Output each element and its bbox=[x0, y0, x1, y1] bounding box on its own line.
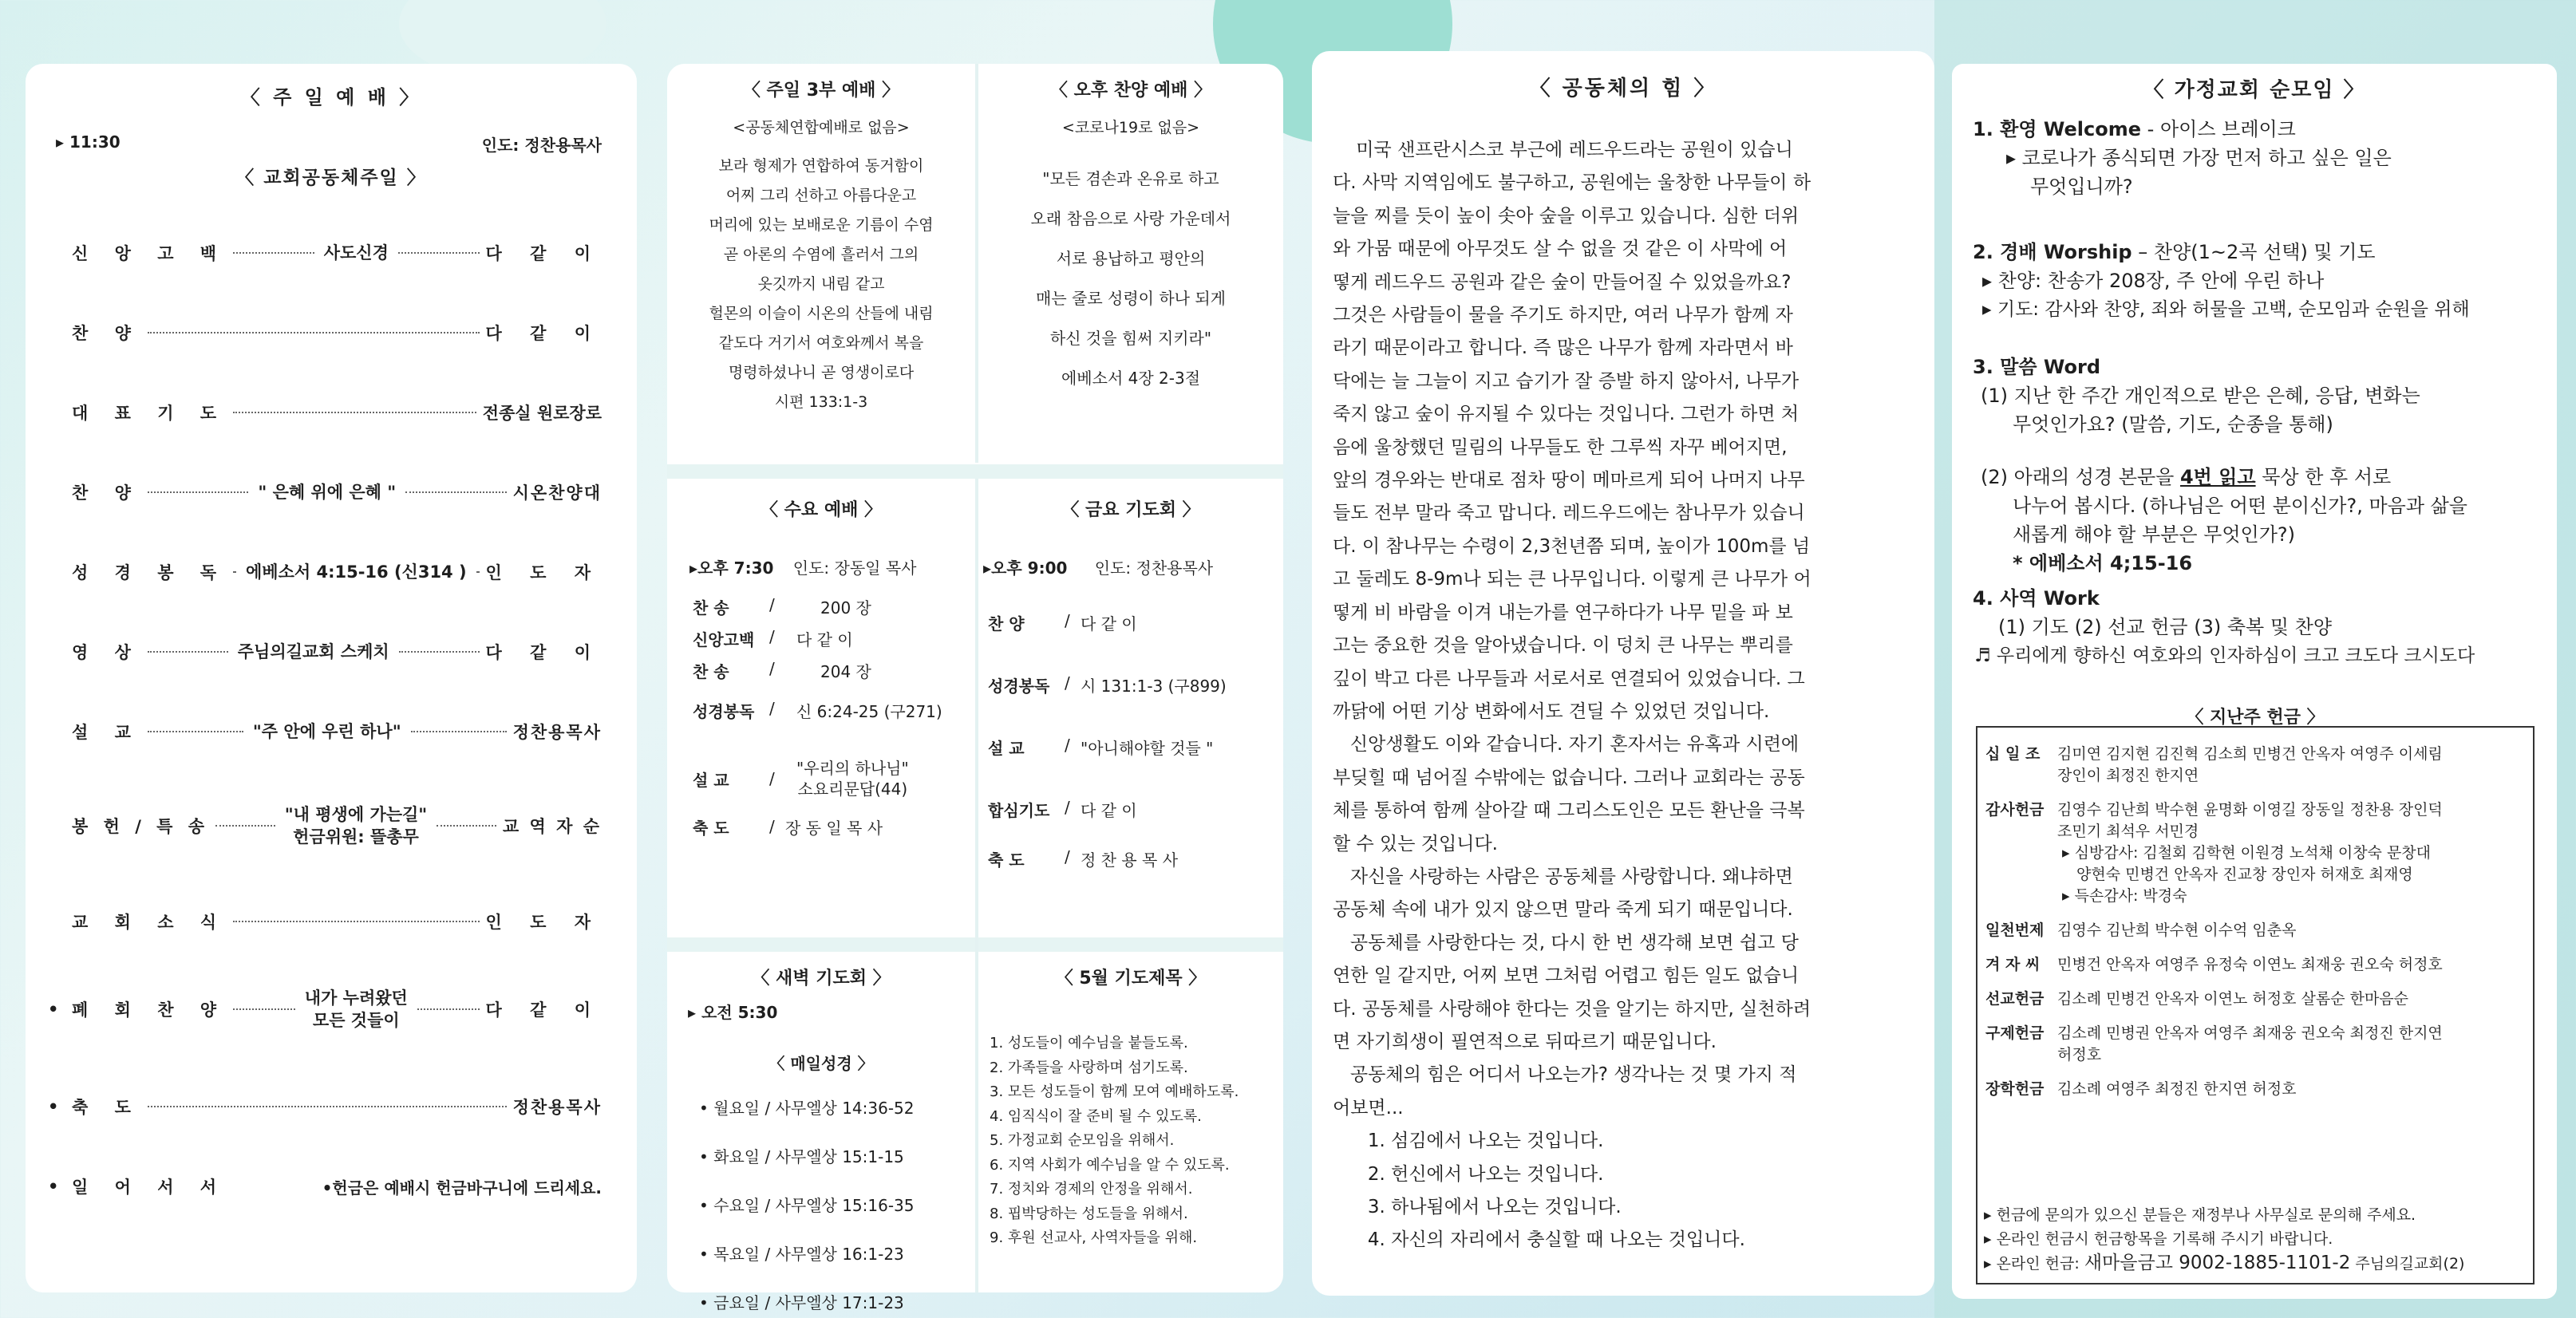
order-row-sermon bbox=[72, 718, 602, 745]
friday-prayer-section: 〈 금요 기도회 〉 ▸오후 9:00 인도: 정찬용목사 찬 양 / 다 같 이 성경봉독 / 시 131:1-3 (구899) 설 교 / "아니해야할 것들 " 합심기도 / 다 같 이 축 도 / 정 찬 용 목 사 bbox=[978, 479, 1283, 937]
offering-category: 십 일 조 bbox=[1985, 745, 2041, 763]
wednesday-time: 오후 7:30 bbox=[697, 558, 774, 578]
divider bbox=[667, 464, 1283, 479]
offering-note-account-label: ▸ 온라인 헌금: bbox=[1984, 1255, 2084, 1273]
daily-reading: 금요일 / 사무엘상 17:1-23 bbox=[713, 1293, 904, 1312]
prayer-item: 1. 성도들이 예수님을 붙들도록. bbox=[990, 1035, 1188, 1052]
order-leader: 정찬용목사 bbox=[512, 1098, 602, 1117]
word-question-2: (2) 아래의 성경 본문을 bbox=[1981, 466, 2180, 488]
order-value: 시 131:1-3 (구899) bbox=[1081, 677, 1227, 696]
essay-line: 2. 헌신에서 나오는 것입니다. bbox=[1333, 1163, 1604, 1185]
order-label: 교 회 소 식 bbox=[72, 913, 227, 932]
prayer-topics-title: 〈 5월 기도제목 〉 bbox=[1055, 969, 1207, 988]
offering-names: ▸ 심방감사: 김철회 김학현 이원경 노석채 이창숙 문창대 bbox=[2062, 844, 2432, 862]
prayer-item: 6. 지역 사회가 예수님을 알 수 있도록. bbox=[990, 1156, 1230, 1174]
section-work-heading: 4. 사역 Work bbox=[1973, 587, 2100, 610]
essay-line: 체를 통하여 함께 살아갈 때 그리스도인은 모든 환난을 극복 bbox=[1333, 800, 1805, 822]
scripture-line: 헐몬의 이슬이 시온의 산들에 내림 bbox=[709, 305, 934, 322]
essay-line: 부딪힐 때 넘어질 수밖에는 없습니다. 그러나 교회라는 공동 bbox=[1333, 767, 1805, 788]
order-label: 찬 양 bbox=[988, 614, 1025, 633]
bullet-icon: • bbox=[699, 1293, 714, 1312]
order-label: 성경봉독 bbox=[988, 677, 1050, 696]
daily-reading: 수요일 / 사무엘상 15:16-35 bbox=[713, 1196, 915, 1215]
offering-names: ▸ 득손감사: 박경숙 bbox=[2062, 887, 2187, 905]
essay-line: 다. 이 참나무는 수령이 2,3천년쯤 되며, 높이가 100m를 넘 bbox=[1333, 535, 1811, 557]
offering-box bbox=[1976, 708, 2535, 1284]
offering-names: 양현숙 민병건 안옥자 진교창 장인자 허재호 최재영 bbox=[2076, 866, 2413, 883]
essay-line: 까닭에 어떤 기상 변화에서도 견딜 수 있었던 것입니다. bbox=[1333, 700, 1770, 722]
essay-line: 미국 샌프란시스코 부근에 레드우드라는 공원이 있습니 bbox=[1333, 140, 1793, 160]
essay-line: 고는 중요한 것을 알아냈습니다. 이 덩치 큰 나무는 뿌리를 bbox=[1333, 635, 1793, 657]
sunday-service-title: 〈 주 일 예 배 〉 bbox=[240, 86, 422, 109]
wednesday-service-section: 〈 수요 예배 〉 ▸오후 7:30 인도: 장동일 목사 찬 송 / 200 장 신앙고백 / 다 같 이 찬 송 / 204 장 성경봉독 / 신 6:24-25 (구271) 설 교 / "우리의 하나님" 소요리문답(44) 축 도 / 장 동 일 목 사 bbox=[667, 479, 975, 937]
scripture-line: 머리에 있는 보배로운 기름이 수염 bbox=[709, 216, 934, 234]
essay-line: 와 가뭄 때문에 아무것도 살 수 없을 것 같은 이 사막에 어 bbox=[1333, 239, 1788, 260]
offering-row bbox=[1985, 799, 2528, 907]
offering-category: 구제헌금 bbox=[1985, 1024, 2045, 1042]
scripture-line: 어찌 그리 선하고 아름다운고 bbox=[725, 187, 917, 204]
bullet-icon: • bbox=[699, 1245, 714, 1264]
essay-line: 라기 때문이라고 합니다. 즉 많은 나무가 함께 자라면서 바 bbox=[1333, 337, 1793, 359]
order-content: 주님의길교회 스케치 bbox=[237, 641, 389, 661]
order-row-choir bbox=[72, 479, 602, 506]
dawn-prayer-section bbox=[667, 952, 975, 1312]
essay-line: 늘을 찌를 듯이 높이 솟아 숲을 이루고 있습니다. 심한 더위 bbox=[1333, 205, 1800, 227]
third-service-title: 〈 주일 3부 예배 〉 bbox=[742, 81, 900, 101]
prayer-item: 2. 가족들을 사랑하며 섬기도록. bbox=[990, 1059, 1188, 1076]
home-church-title: 〈 가정교회 순모임 〉 bbox=[2143, 78, 2366, 102]
order-label: 설 교 bbox=[988, 739, 1025, 758]
word-question-2-cont2: 새롭게 해야 할 부분은 무엇인가?) bbox=[2013, 523, 2296, 546]
order-leader: 시온찬양대 bbox=[512, 483, 603, 503]
order-row-video bbox=[72, 638, 602, 665]
order-leader: 인 도 자 bbox=[485, 563, 603, 582]
order-label: 성경봉독 bbox=[693, 702, 755, 721]
order-leader: 인 도 자 bbox=[485, 913, 602, 932]
dawn-time: 오전 5:30 bbox=[701, 1003, 778, 1022]
work-verse: ♬ 우리에게 향하신 여호와의 인자하심이 크고 크도다 크시도다 bbox=[1974, 645, 2475, 666]
essay-line: 닥에는 늘 그늘이 지고 습기가 잘 증발 하지 않아서, 나무가 bbox=[1333, 370, 1800, 392]
essay-body bbox=[1333, 134, 1923, 1257]
prayer-item: 3. 모든 성도들이 함께 모여 예배하도록. bbox=[990, 1083, 1239, 1100]
order-label: 봉 헌 / 특 송 bbox=[72, 817, 210, 836]
essay-line: 연한 일 같지만, 어찌 보면 그처럼 어렵고 힘든 일도 없습니 bbox=[1333, 965, 1800, 987]
order-bullet: • bbox=[48, 1177, 59, 1196]
order-content-sub: 헌금위원: 뜰총무 bbox=[293, 827, 419, 846]
offering-names: 김영수 김난희 박수현 이수억 임춘옥 bbox=[2057, 921, 2297, 939]
offering-category: 선교헌금 bbox=[1985, 990, 2045, 1008]
prayer-item: 7. 정치와 경제의 안정을 위해서. bbox=[990, 1181, 1193, 1198]
praise-service-note: <코로나19로 없음> bbox=[1061, 119, 1200, 136]
order-leader: 다 같 이 bbox=[485, 643, 603, 662]
order-content: "주 안에 우린 하나" bbox=[252, 721, 401, 741]
section-worship-tail: – 찬양(1~2곡 선택) 및 기도 bbox=[2132, 241, 2376, 263]
essay-line: 그것은 사람들이 물을 주기도 하지만, 여러 나무가 함께 자 bbox=[1333, 305, 1793, 326]
prayer-item: 4. 임직식이 잘 준비 될 수 있도록. bbox=[990, 1107, 1202, 1125]
essay-line: 면 자기희생이 필연적으로 뒤따르기 때문입니다. bbox=[1333, 1031, 1717, 1052]
essay-line: 3. 하나됨에서 나오는 것입니다. bbox=[1333, 1197, 1622, 1217]
order-content: " 은혜 위에 은혜 " bbox=[258, 482, 397, 502]
essay-line: 죽지 않고 숲이 유지될 수 있다는 것입니다. 그런가 하면 처 bbox=[1333, 404, 1800, 425]
friday-title: 〈 금요 기도회 〉 bbox=[1061, 500, 1200, 520]
order-content: 사도신경 bbox=[323, 243, 389, 262]
order-content: "내 평생에 가는길" bbox=[284, 804, 428, 824]
essay-title: 〈 공동체의 힘 〉 bbox=[1529, 77, 1717, 101]
order-row-closing-hymn bbox=[48, 981, 602, 1037]
order-value: 정 찬 용 목 사 bbox=[1081, 850, 1179, 870]
essay-line: 어보면... bbox=[1333, 1097, 1404, 1119]
section-welcome-tail: - 아이스 브레이크 bbox=[2141, 118, 2296, 140]
offering-category: 일천번제 bbox=[1985, 921, 2045, 939]
order-row-prayer bbox=[72, 399, 602, 426]
order-content-sub: 모든 것들이 bbox=[312, 1011, 400, 1030]
daily-reading: 목요일 / 사무엘상 16:1-23 bbox=[713, 1245, 904, 1264]
offering-note-online: ▸ 온라인 헌금시 헌금항목을 기록해 주시기 바랍니다. bbox=[1984, 1230, 2333, 1248]
order-leader: 다 같 이 bbox=[485, 324, 602, 343]
essay-line: 음에 울창했던 밀림의 나무들도 한 그루씩 자꾸 베어지면, bbox=[1333, 436, 1788, 458]
order-label: 영 상 bbox=[72, 643, 141, 662]
order-value: 장 동 일 목 사 bbox=[785, 818, 883, 838]
bullet-icon: ▸ bbox=[689, 558, 698, 578]
bullet-icon: • bbox=[699, 1147, 714, 1166]
essay-line: 공동체를 사랑한다는 것, 다시 한 번 생각해 보면 쉽고 당 bbox=[1333, 932, 1799, 953]
offering-category: 장학헌금 bbox=[1985, 1080, 2045, 1098]
bullet-icon: ▸ bbox=[983, 558, 992, 578]
wednesday-title: 〈 수요 예배 〉 bbox=[761, 500, 882, 520]
service-time: ▸ 11:30 bbox=[56, 132, 121, 152]
essay-line: 공동체의 힘은 어디서 나오는가? 생각나는 것 몇 가지 적 bbox=[1333, 1064, 1797, 1086]
friday-leader: 인도: 정찬용목사 bbox=[1094, 558, 1214, 578]
welcome-question: ▸ 코로나가 종식되면 가장 먼저 하고 싶은 일은 bbox=[2006, 147, 2392, 169]
order-label: 신앙고백 bbox=[693, 630, 755, 649]
essay-line: 떻게 레드우드 공원과 같은 숲이 만들어질 수 있었을까요? bbox=[1333, 271, 1792, 293]
prayer-topics-section bbox=[978, 952, 1283, 1292]
word-question-1-cont: 무엇인가요? (말씀, 기도, 순종을 통해) bbox=[2013, 413, 2333, 436]
service-subtitle: 〈 교회공동체주일 〉 bbox=[235, 168, 427, 188]
order-row-creed bbox=[72, 239, 602, 266]
scripture-line: 하신 것을 힘써 지키라" bbox=[1049, 329, 1212, 348]
order-label: 신 앙 고 백 bbox=[72, 244, 227, 263]
order-leader: 전종실 원로장로 bbox=[482, 404, 602, 423]
essay-line: 고 둘레도 8-9m나 되는 큰 나무입니다. 이렇게 큰 나무가 어 bbox=[1333, 569, 1811, 590]
daily-bible-title: 〈 매일성경 〉 bbox=[768, 1054, 874, 1073]
order-label: 설 교 bbox=[72, 723, 141, 742]
offering-names: 민병건 안옥자 여영주 유정숙 이연노 최재웅 권오숙 허정호 bbox=[2057, 956, 2443, 973]
essay-line: 신앙생활도 이와 같습니다. 자기 혼자서는 유혹과 시련에 bbox=[1333, 734, 1800, 756]
welcome-question-cont: 무엇입니까? bbox=[2030, 176, 2133, 198]
order-label: 설 교 bbox=[693, 770, 729, 790]
offering-names: 김영수 김난희 박수현 윤명화 이영길 장동일 정찬용 장인덕 bbox=[2057, 801, 2443, 819]
order-leader: 정찬용목사 bbox=[512, 723, 602, 742]
section-word-heading: 3. 말씀 Word bbox=[1973, 356, 2101, 378]
scripture-line: "모든 겸손과 온유로 하고 bbox=[1042, 169, 1219, 188]
scripture-line: 오래 참음으로 사랑 가운데서 bbox=[1030, 209, 1231, 228]
third-service-note: <공동체연합예배로 없음> bbox=[733, 119, 910, 136]
order-leader: 다 같 이 bbox=[485, 244, 602, 263]
order-value: 다 같 이 bbox=[1081, 614, 1137, 633]
daily-reading: 월요일 / 사무엘상 14:36-52 bbox=[713, 1099, 915, 1118]
word-reference: * 에베소서 4;15-16 bbox=[2013, 552, 2193, 574]
essay-line: 다. 공동체를 사랑해야 한다는 것을 알기는 하지만, 실천하려 bbox=[1333, 998, 1811, 1020]
offering-names: 김소례 민병권 안옥자 여영주 최재웅 권오숙 최정진 한지연 bbox=[2057, 1024, 2443, 1042]
offering-names: 김소례 민병건 안옥자 이연노 허정호 살롬순 한마음순 bbox=[2057, 990, 2409, 1008]
order-label: 축 도 bbox=[988, 850, 1025, 870]
order-label: 합심기도 bbox=[988, 801, 1050, 820]
word-question-2-cont: 나누어 봅시다. (하나님은 어떤 분이신가?, 마음과 삶을 bbox=[2013, 495, 2467, 517]
order-bullet: • bbox=[48, 1097, 59, 1116]
praise-service-title: 〈 오후 찬양 예배 〉 bbox=[1049, 81, 1212, 101]
offering-row bbox=[1985, 1079, 2528, 1100]
offering-row bbox=[1985, 988, 2528, 1010]
scripture-ref: 시편 133:1-3 bbox=[774, 393, 868, 411]
offering-rows bbox=[1985, 744, 2528, 1100]
offering-names: 김미연 김지현 김진혁 김소희 민병건 안옥자 여영주 이세림 bbox=[2057, 745, 2443, 763]
service-leader: 인도: 정찬용목사 bbox=[481, 136, 602, 155]
order-label: 찬 송 bbox=[693, 662, 729, 681]
worship-prayer: ▸ 기도: 감사와 찬양, 죄와 허물을 고백, 순모임과 순원을 위해 bbox=[1982, 299, 2470, 320]
order-label: 찬 양 bbox=[72, 483, 141, 503]
scripture-ref: 에베소서 4장 2-3절 bbox=[1061, 369, 1201, 388]
order-value: 다 같 이 bbox=[1081, 801, 1137, 820]
prayer-item: 9. 후원 선교사, 사역자들을 위해. bbox=[990, 1229, 1198, 1246]
weekly-services-card bbox=[667, 64, 1283, 1312]
essay-line: 들도 전부 말라 죽고 맙니다. 레드우드에는 참나무가 있습니 bbox=[1333, 503, 1805, 524]
order-label: 성 경 봉 독 bbox=[72, 563, 227, 582]
offering-row bbox=[1985, 1023, 2528, 1066]
home-church-card bbox=[1952, 64, 2557, 1299]
order-label: 일 어 서 서 bbox=[72, 1178, 227, 1197]
wednesday-leader: 인도: 장동일 목사 bbox=[792, 558, 917, 578]
order-value: "우리의 하나님" bbox=[796, 759, 909, 778]
sunday-service-card bbox=[26, 64, 637, 1292]
praise-service-section bbox=[978, 64, 1283, 405]
dawn-title: 〈 새벽 기도회 〉 bbox=[752, 969, 891, 988]
order-row-benediction bbox=[48, 1093, 602, 1120]
essay-line: 4. 자신의 자리에서 충실할 때 나오는 것입니다. bbox=[1333, 1229, 1745, 1251]
order-label: 축 도 bbox=[693, 818, 729, 838]
order-leader: 다 같 이 bbox=[485, 1000, 602, 1020]
offering-note: •헌금은 예배시 헌금바구니에 드리세요. bbox=[322, 1178, 602, 1198]
essay-line: 1. 섬김에서 나오는 것입니다. bbox=[1333, 1131, 1604, 1152]
offering-row bbox=[1985, 920, 2528, 941]
order-row-hymn bbox=[72, 319, 602, 346]
order-value: "아니해야할 것들 " bbox=[1081, 739, 1214, 758]
order-value: 200 장 bbox=[820, 598, 871, 618]
bullet-icon: • bbox=[699, 1196, 714, 1215]
order-content: 에베소서 4:15-16 (신314 ) bbox=[246, 562, 467, 582]
offering-title: 〈 지난주 헌금 〉 bbox=[2186, 708, 2325, 728]
section-worship-heading: 2. 경배 Worship bbox=[1973, 241, 2132, 263]
prayer-item: 5. 가정교회 순모임을 위해서. bbox=[990, 1132, 1175, 1149]
essay-line: 앞의 경우와는 반대로 점차 땅이 메마르게 되어 나머지 나무 bbox=[1333, 470, 1805, 491]
third-service-section bbox=[667, 64, 975, 417]
order-label: 축 도 bbox=[72, 1098, 141, 1117]
offering-names: 장인이 최정진 한지연 bbox=[2057, 767, 2199, 784]
offering-category: 겨 자 씨 bbox=[1985, 956, 2041, 973]
offering-row bbox=[1985, 744, 2528, 787]
word-question-1: (1) 지난 한 주간 개인적으로 받은 은혜, 응답, 변화는 bbox=[1981, 385, 2420, 407]
essay-line: 공동체 속에 내가 있지 않으면 말라 죽게 되기 때문입니다. bbox=[1333, 899, 1793, 921]
offering-names: 김소례 여영주 최정진 한지연 허정호 bbox=[2057, 1080, 2297, 1098]
offering-category: 감사헌금 bbox=[1985, 801, 2045, 819]
bullet-icon: • bbox=[699, 1099, 714, 1118]
offering-account: 새마을금고 9002-1885-1101-2 bbox=[2084, 1253, 2351, 1273]
scripture-line: 매는 줄로 성령이 하나 되게 bbox=[1036, 289, 1226, 308]
daily-reading: 화요일 / 사무엘상 15:1-15 bbox=[713, 1147, 904, 1166]
essay-line: 다. 사막 지역임에도 불구하고, 공원에는 울창한 나무들이 하 bbox=[1333, 172, 1811, 194]
order-value-sub: 소요리문답(44) bbox=[797, 779, 908, 799]
scripture-line: 서로 용납하고 평안의 bbox=[1056, 249, 1206, 268]
friday-time: 오후 9:00 bbox=[991, 558, 1068, 578]
order-row-standing bbox=[48, 1173, 602, 1200]
essay-line: 깊이 박고 다른 나무들과 서로서로 연결되어 있었습니다. 그 bbox=[1333, 668, 1805, 689]
essay-line: 할 수 있는 것입니다. bbox=[1333, 833, 1498, 854]
order-label: 대 표 기 도 bbox=[72, 404, 227, 423]
order-bullet: • bbox=[48, 1000, 59, 1019]
order-value: 다 같 이 bbox=[796, 630, 853, 649]
offering-row bbox=[1985, 954, 2528, 976]
word-question-2-tail: 묵상 한 후 서로 bbox=[2255, 466, 2392, 488]
order-label: 찬 양 bbox=[72, 324, 141, 343]
section-welcome-heading: 1. 환영 Welcome bbox=[1973, 118, 2142, 140]
order-label: 폐 회 찬 양 bbox=[72, 1000, 227, 1020]
order-row-news bbox=[72, 908, 602, 935]
essay-line: 떻게 비 바람을 이겨 내는가를 연구하다가 나무 밑을 파 보 bbox=[1333, 602, 1793, 623]
scripture-line: 옷깃까지 내림 같고 bbox=[757, 275, 885, 293]
bullet-icon: ▸ bbox=[688, 1003, 702, 1022]
essay-line: 자신을 사랑하는 사람은 공동체를 사랑합니다. 왜냐하면 bbox=[1333, 866, 1793, 887]
order-row-offering bbox=[72, 798, 602, 854]
prayer-item: 8. 핍박당하는 성도들을 위해서. bbox=[990, 1205, 1188, 1222]
scripture-line: 명령하셨나니 곧 영생이로다 bbox=[728, 364, 915, 381]
worship-hymn: ▸ 찬양: 찬송가 208장, 주 안에 우린 하나 bbox=[1982, 270, 2325, 292]
essay-card bbox=[1312, 51, 1934, 1296]
scripture-line: 같도다 거기서 여호와께서 복을 bbox=[718, 334, 924, 352]
order-value: 204 장 bbox=[820, 662, 871, 681]
offering-account-owner: 주님의길교회(2) bbox=[2350, 1255, 2465, 1273]
offering-note-inquiry: ▸ 헌금에 문의가 있으신 분들은 재정부나 사무실로 문의해 주세요. bbox=[1984, 1206, 2416, 1224]
scripture-line: 보라 형제가 연합하여 동거함이 bbox=[718, 157, 924, 175]
order-value: 신 6:24-25 (구271) bbox=[796, 702, 942, 721]
order-content: 내가 누려왔던 bbox=[304, 988, 408, 1008]
order-row-scripture bbox=[72, 558, 602, 586]
order-label: 찬 송 bbox=[693, 598, 729, 618]
read-four-times: 4번 읽고 bbox=[2179, 466, 2256, 488]
work-items: (1) 기도 (2) 선교 헌금 (3) 축복 및 찬양 bbox=[1998, 616, 2333, 638]
scripture-line: 곧 아론의 수염에 흘러서 그의 bbox=[723, 246, 919, 263]
order-leader: 교 역 자 순 bbox=[502, 817, 602, 836]
offering-names: 조민기 최석우 서민경 bbox=[2057, 823, 2199, 840]
offering-names: 허정호 bbox=[2057, 1046, 2102, 1063]
